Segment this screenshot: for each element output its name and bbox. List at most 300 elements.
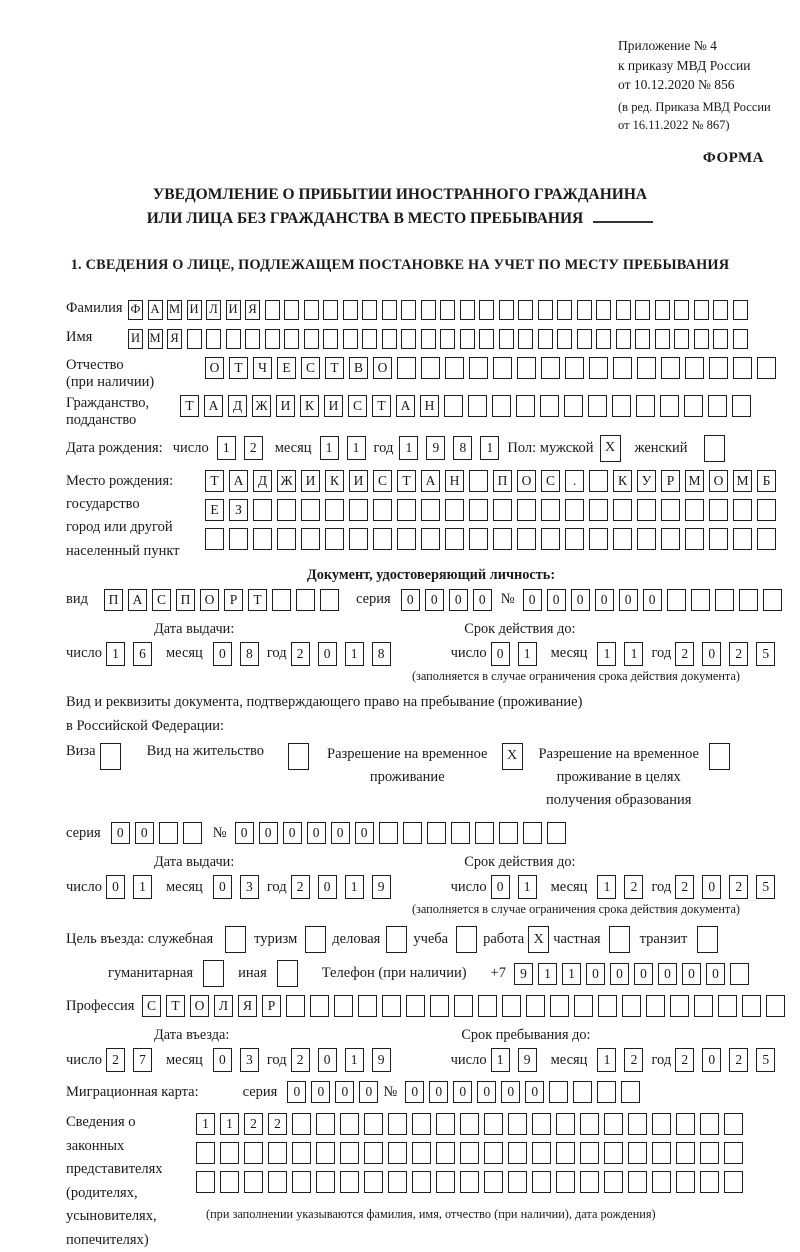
char-box[interactable] [713,329,728,349]
char-box[interactable]: 0 [331,822,350,844]
char-box[interactable] [652,1142,671,1164]
char-box[interactable] [382,995,401,1017]
char-box[interactable]: 1 [624,642,643,666]
char-box[interactable] [517,357,536,379]
char-box[interactable]: . [565,470,584,492]
char-box[interactable]: Ч [253,357,272,379]
char-box[interactable]: П [104,589,123,611]
char-box[interactable] [694,329,709,349]
char-box[interactable] [694,300,709,320]
char-box[interactable] [708,395,727,417]
char-box[interactable]: И [276,395,295,417]
char-box[interactable]: 0 [610,963,629,985]
char-box[interactable]: 0 [682,963,701,985]
char-box[interactable]: 1 [518,642,537,666]
char-box[interactable] [565,499,584,521]
char-box[interactable] [427,822,446,844]
char-box[interactable] [685,499,704,521]
char-box[interactable]: Ж [277,470,296,492]
char-box[interactable]: 0 [405,1081,424,1103]
char-box[interactable]: И [301,470,320,492]
char-box[interactable] [596,300,611,320]
char-box[interactable] [292,1142,311,1164]
char-box[interactable] [622,995,641,1017]
char-box[interactable] [700,1142,719,1164]
char-box[interactable]: А [396,395,415,417]
char-box[interactable] [550,995,569,1017]
char-box[interactable] [401,300,416,320]
char-box[interactable] [628,1171,647,1193]
char-box[interactable]: 1 [320,436,339,460]
char-box[interactable]: 1 [491,1048,510,1072]
char-box[interactable] [284,329,299,349]
char-box[interactable] [349,528,368,550]
char-box[interactable]: 2 [624,875,643,899]
char-box[interactable] [265,329,280,349]
char-box[interactable] [685,528,704,550]
char-box[interactable] [518,329,533,349]
char-box[interactable]: 1 [347,436,366,460]
char-box[interactable] [685,357,704,379]
char-box[interactable]: 8 [453,436,472,460]
char-box[interactable]: Т [248,589,267,611]
char-box[interactable] [288,743,309,770]
char-box[interactable] [704,435,725,462]
char-box[interactable] [493,528,512,550]
char-box[interactable] [670,995,689,1017]
char-box[interactable]: 0 [111,822,130,844]
char-box[interactable] [277,499,296,521]
char-box[interactable] [715,589,734,611]
char-box[interactable] [596,329,611,349]
char-box[interactable]: Т [372,395,391,417]
char-box[interactable]: 0 [702,642,721,666]
char-box[interactable] [697,926,718,953]
char-box[interactable]: 1 [217,436,236,460]
char-box[interactable]: 0 [307,822,326,844]
char-box[interactable] [444,395,463,417]
char-box[interactable]: 6 [133,642,152,666]
char-box[interactable] [100,743,121,770]
char-box[interactable] [244,1171,263,1193]
char-box[interactable] [406,995,425,1017]
char-box[interactable] [469,528,488,550]
char-box[interactable]: 2 [291,1048,310,1072]
char-box[interactable]: 2 [244,436,263,460]
char-box[interactable] [440,300,455,320]
char-box[interactable] [646,995,665,1017]
char-box[interactable] [655,300,670,320]
char-box[interactable] [613,499,632,521]
char-box[interactable] [549,1081,568,1103]
char-box[interactable] [532,1142,551,1164]
char-box[interactable]: 2 [729,1048,748,1072]
char-box[interactable] [268,1171,287,1193]
char-box[interactable] [598,995,617,1017]
char-box[interactable] [436,1142,455,1164]
char-box[interactable] [277,528,296,550]
char-box[interactable] [388,1171,407,1193]
char-box[interactable] [499,822,518,844]
char-box[interactable]: Е [277,357,296,379]
char-box[interactable] [382,329,397,349]
char-box[interactable] [508,1113,527,1135]
char-box[interactable] [436,1171,455,1193]
char-box[interactable] [700,1113,719,1135]
char-box[interactable] [589,528,608,550]
char-box[interactable]: 0 [213,875,232,899]
char-box[interactable] [652,1171,671,1193]
char-box[interactable]: 0 [702,875,721,899]
char-box[interactable] [556,1171,575,1193]
char-box[interactable]: 2 [675,1048,694,1072]
char-box[interactable] [508,1142,527,1164]
char-box[interactable] [589,470,608,492]
char-box[interactable]: 0 [355,822,374,844]
char-box[interactable] [305,926,326,953]
char-box[interactable] [667,589,686,611]
char-box[interactable] [386,926,407,953]
char-box[interactable]: Я [238,995,257,1017]
char-box[interactable] [412,1113,431,1135]
char-box[interactable] [296,589,315,611]
char-box[interactable] [661,357,680,379]
char-box[interactable] [323,329,338,349]
char-box[interactable] [468,395,487,417]
char-box[interactable] [733,528,752,550]
char-box[interactable] [301,528,320,550]
char-box[interactable]: 9 [372,1048,391,1072]
char-box[interactable]: 9 [372,875,391,899]
char-box[interactable] [541,499,560,521]
char-box[interactable] [364,1113,383,1135]
char-box[interactable] [421,499,440,521]
char-box[interactable] [460,1113,479,1135]
char-box[interactable]: 0 [473,589,492,611]
char-box[interactable]: А [229,470,248,492]
char-box[interactable] [766,995,785,1017]
char-box[interactable] [573,1081,592,1103]
char-box[interactable] [292,1113,311,1135]
char-box[interactable]: М [733,470,752,492]
char-box[interactable]: 0 [425,589,444,611]
char-box[interactable] [277,960,298,987]
char-box[interactable]: 0 [477,1081,496,1103]
char-box[interactable]: 0 [571,589,590,611]
char-box[interactable]: 0 [283,822,302,844]
char-box[interactable] [733,357,752,379]
char-box[interactable] [412,1142,431,1164]
char-box[interactable] [493,499,512,521]
char-box[interactable]: И [324,395,343,417]
char-box[interactable] [343,329,358,349]
char-box[interactable] [479,300,494,320]
char-box[interactable]: О [709,470,728,492]
char-box[interactable] [492,395,511,417]
char-box[interactable] [540,395,559,417]
char-box[interactable] [763,589,782,611]
char-box[interactable] [205,528,224,550]
char-box[interactable]: Т [229,357,248,379]
char-box[interactable] [245,329,260,349]
char-box[interactable] [739,589,758,611]
char-box[interactable] [700,1171,719,1193]
char-box[interactable]: 0 [491,875,510,899]
char-box[interactable]: 1 [518,875,537,899]
char-box[interactable] [684,395,703,417]
char-box[interactable] [373,499,392,521]
char-box[interactable] [616,300,631,320]
char-box[interactable] [196,1142,215,1164]
char-box[interactable] [484,1142,503,1164]
char-box[interactable] [206,329,221,349]
char-box[interactable]: 0 [619,589,638,611]
char-box[interactable] [733,300,748,320]
char-box[interactable] [628,1113,647,1135]
char-box[interactable] [660,395,679,417]
char-box[interactable] [609,926,630,953]
char-box[interactable] [518,300,533,320]
char-box[interactable] [652,1113,671,1135]
char-box[interactable]: 0 [429,1081,448,1103]
char-box[interactable] [757,528,776,550]
char-box[interactable] [565,528,584,550]
char-box[interactable] [412,1171,431,1193]
char-box[interactable] [674,300,689,320]
char-box[interactable] [517,499,536,521]
char-box[interactable]: 5 [756,642,775,666]
char-box[interactable] [621,1081,640,1103]
char-box[interactable] [397,499,416,521]
char-box[interactable] [709,499,728,521]
char-box[interactable]: Ж [252,395,271,417]
char-box[interactable] [475,822,494,844]
char-box[interactable] [580,1171,599,1193]
char-box[interactable]: X [600,435,621,462]
char-box[interactable]: 2 [675,642,694,666]
char-box[interactable]: 0 [702,1048,721,1072]
char-box[interactable]: Т [325,357,344,379]
char-box[interactable] [220,1142,239,1164]
char-box[interactable]: Р [661,470,680,492]
char-box[interactable] [469,499,488,521]
char-box[interactable] [523,822,542,844]
char-box[interactable]: 2 [291,642,310,666]
char-box[interactable] [691,589,710,611]
char-box[interactable]: Д [228,395,247,417]
char-box[interactable] [265,300,280,320]
char-box[interactable]: А [421,470,440,492]
char-box[interactable]: М [148,329,163,349]
char-box[interactable] [479,329,494,349]
char-box[interactable] [460,300,475,320]
char-box[interactable]: Р [262,995,281,1017]
char-box[interactable] [343,300,358,320]
char-box[interactable] [440,329,455,349]
char-box[interactable] [484,1171,503,1193]
char-box[interactable] [757,357,776,379]
char-box[interactable] [364,1171,383,1193]
char-box[interactable]: 0 [235,822,254,844]
char-box[interactable] [397,357,416,379]
char-box[interactable]: 1 [345,875,364,899]
char-box[interactable]: 0 [259,822,278,844]
char-box[interactable] [304,329,319,349]
char-box[interactable] [541,357,560,379]
char-box[interactable] [229,528,248,550]
char-box[interactable]: 0 [453,1081,472,1103]
char-box[interactable]: Т [397,470,416,492]
char-box[interactable]: Е [205,499,224,521]
char-box[interactable] [469,470,488,492]
char-box[interactable]: К [325,470,344,492]
char-box[interactable] [733,499,752,521]
char-box[interactable]: В [349,357,368,379]
char-box[interactable]: 1 [597,875,616,899]
char-box[interactable]: 0 [525,1081,544,1103]
char-box[interactable] [340,1113,359,1135]
char-box[interactable] [364,1142,383,1164]
char-box[interactable] [526,995,545,1017]
char-box[interactable] [272,589,291,611]
char-box[interactable]: 1 [480,436,499,460]
char-box[interactable]: 1 [538,963,557,985]
char-box[interactable] [713,300,728,320]
char-box[interactable]: 0 [135,822,154,844]
char-box[interactable] [421,300,436,320]
char-box[interactable]: Н [445,470,464,492]
char-box[interactable]: 0 [658,963,677,985]
char-box[interactable]: С [541,470,560,492]
char-box[interactable] [564,395,583,417]
char-box[interactable] [292,1171,311,1193]
char-box[interactable]: 2 [244,1113,263,1135]
char-box[interactable] [421,528,440,550]
char-box[interactable] [445,499,464,521]
char-box[interactable] [316,1113,335,1135]
char-box[interactable]: 9 [426,436,445,460]
char-box[interactable] [516,395,535,417]
char-box[interactable] [502,995,521,1017]
char-box[interactable]: Н [420,395,439,417]
char-box[interactable]: 0 [706,963,725,985]
char-box[interactable]: Р [224,589,243,611]
char-box[interactable] [709,743,730,770]
char-box[interactable]: 0 [449,589,468,611]
char-box[interactable] [388,1113,407,1135]
char-box[interactable] [718,995,737,1017]
char-box[interactable] [637,528,656,550]
char-box[interactable] [362,300,377,320]
char-box[interactable] [694,995,713,1017]
char-box[interactable]: 0 [213,1048,232,1072]
char-box[interactable] [340,1142,359,1164]
char-box[interactable]: О [205,357,224,379]
char-box[interactable] [580,1113,599,1135]
char-box[interactable] [253,499,272,521]
char-box[interactable]: 2 [729,875,748,899]
char-box[interactable] [499,300,514,320]
char-box[interactable] [323,300,338,320]
char-box[interactable] [445,357,464,379]
char-box[interactable] [508,1171,527,1193]
char-box[interactable] [676,1113,695,1135]
char-box[interactable] [676,1171,695,1193]
char-box[interactable]: О [190,995,209,1017]
char-box[interactable] [538,300,553,320]
char-box[interactable]: 0 [401,589,420,611]
char-box[interactable] [451,822,470,844]
char-box[interactable] [421,357,440,379]
char-box[interactable] [358,995,377,1017]
char-box[interactable]: 0 [547,589,566,611]
char-box[interactable] [588,395,607,417]
char-box[interactable] [613,528,632,550]
char-box[interactable]: 1 [399,436,418,460]
char-box[interactable]: 1 [106,642,125,666]
char-box[interactable]: Л [214,995,233,1017]
char-box[interactable]: X [502,743,523,770]
char-box[interactable]: У [637,470,656,492]
char-box[interactable] [469,357,488,379]
char-box[interactable]: 0 [634,963,653,985]
char-box[interactable] [556,1113,575,1135]
char-box[interactable]: 1 [597,1048,616,1072]
char-box[interactable]: 0 [335,1081,354,1103]
char-box[interactable]: 5 [756,875,775,899]
char-box[interactable]: С [142,995,161,1017]
char-box[interactable] [604,1142,623,1164]
char-box[interactable]: Т [166,995,185,1017]
char-box[interactable] [401,329,416,349]
char-box[interactable] [196,1171,215,1193]
char-box[interactable] [460,329,475,349]
char-box[interactable]: 0 [586,963,605,985]
char-box[interactable]: 0 [359,1081,378,1103]
char-box[interactable]: К [613,470,632,492]
char-box[interactable]: 0 [501,1081,520,1103]
char-box[interactable]: Я [245,300,260,320]
char-box[interactable]: 0 [311,1081,330,1103]
char-box[interactable]: 2 [675,875,694,899]
char-box[interactable]: 8 [240,642,259,666]
char-box[interactable]: 1 [562,963,581,985]
char-box[interactable] [636,395,655,417]
char-box[interactable] [187,329,202,349]
char-box[interactable] [580,1142,599,1164]
char-box[interactable] [460,1171,479,1193]
char-box[interactable] [430,995,449,1017]
char-box[interactable] [628,1142,647,1164]
char-box[interactable]: X [528,926,549,953]
char-box[interactable]: 0 [491,642,510,666]
char-box[interactable]: И [349,470,368,492]
char-box[interactable]: С [301,357,320,379]
char-box[interactable]: П [493,470,512,492]
char-box[interactable]: М [167,300,182,320]
char-box[interactable]: 3 [240,1048,259,1072]
char-box[interactable]: С [373,470,392,492]
char-box[interactable] [674,329,689,349]
char-box[interactable] [589,499,608,521]
char-box[interactable]: И [226,300,241,320]
char-box[interactable] [268,1142,287,1164]
char-box[interactable]: О [517,470,536,492]
char-box[interactable] [517,528,536,550]
char-box[interactable]: 1 [133,875,152,899]
char-box[interactable] [286,995,305,1017]
char-box[interactable]: 1 [220,1113,239,1135]
